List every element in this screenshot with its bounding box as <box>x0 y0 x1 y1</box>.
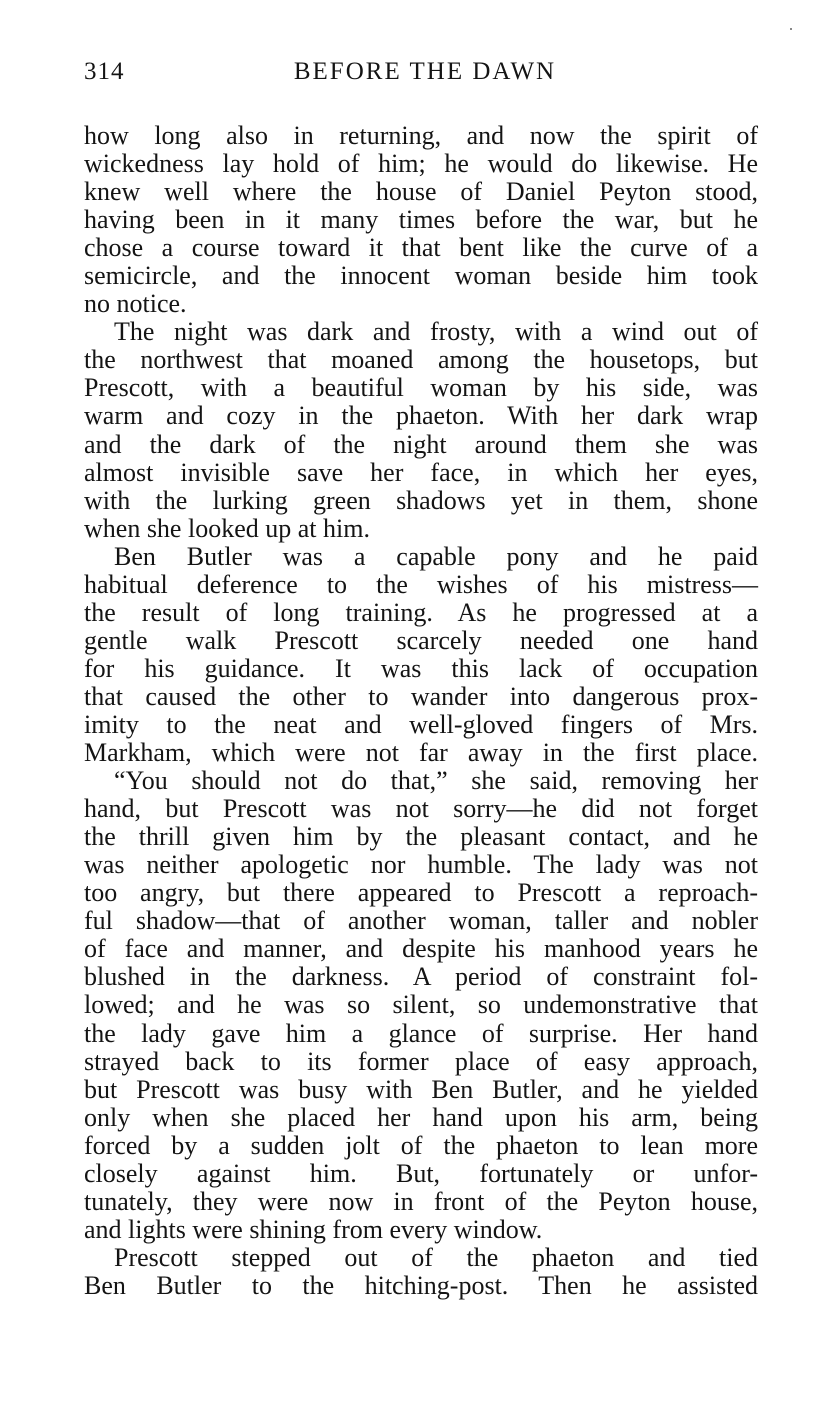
paragraph-start-line: Ben Butler was a capable pony and he paid <box>114 541 758 571</box>
text-line: and the dark of the night around them she was <box>84 429 758 459</box>
text-line: almost invisible save her face, in which her eyes, <box>84 457 758 487</box>
text-line: that caused the other to wander into dangerous prox- <box>84 681 758 711</box>
text-line: semicircle, and the innocent woman beside him took <box>84 261 758 291</box>
text-line: knew well where the house of Daniel Peyton stood, <box>84 177 758 207</box>
text-line: tunately, they were now in front of the Peyton house, <box>84 1186 758 1216</box>
text-line: chose a course toward it that bent like the curve of a <box>84 233 758 263</box>
text-line: too angry, but there appeared to Prescott a reproach- <box>84 878 758 908</box>
text-line: no notice. <box>84 289 187 319</box>
text-line: the lady gave him a glance of surprise. Her hand <box>84 1018 758 1048</box>
text-line: gentle walk Prescott scarcely needed one hand <box>84 625 758 655</box>
margin-mark <box>790 28 792 30</box>
text-line: with the lurking green shadows yet in them, shone <box>84 485 758 515</box>
text-line: for his guidance. It was this lack of occupation <box>84 653 758 683</box>
text-line: but Prescott was busy with Ben Butler, and he yielded <box>84 1074 758 1104</box>
text-line: forced by a sudden jolt of the phaeton to lean more <box>84 1130 758 1160</box>
text-line: only when she placed her hand upon his arm, being <box>84 1102 758 1132</box>
text-line: blushed in the darkness. A period of constraint fol- <box>84 962 758 992</box>
text-line: imity to the neat and well-gloved fingers of Mrs. <box>84 709 758 739</box>
text-line: Ben Butler to the hitching-post. Then he assisted <box>84 1270 758 1300</box>
paragraph-start-line: Prescott stepped out of the phaeton and tied <box>114 1242 758 1272</box>
text-line: ful shadow—that of another woman, taller and nobler <box>84 906 758 936</box>
text-line: strayed back to its former place of easy approach, <box>84 1046 758 1076</box>
page-header <box>84 58 758 92</box>
page-number: 314 <box>84 58 125 85</box>
text-line: how long also in returning, and now the spirit of <box>84 121 758 150</box>
text-line: the northwest that moaned among the housetops, but <box>84 345 758 375</box>
body-text <box>84 122 758 1300</box>
text-line: the result of long training. As he progressed at a <box>84 597 758 627</box>
text-line: having been in it many times before the war, but he <box>84 205 758 235</box>
text-line: the thrill given him by the pleasant contact, and he <box>84 822 758 852</box>
text-line: wickedness lay hold of him; he would do likewise. He <box>84 149 758 179</box>
text-line: habitual deference to the wishes of his mistress— <box>84 569 758 599</box>
running-title: BEFORE THE DAWN <box>293 58 557 85</box>
text-line: closely against him. But, fortunately or unfor- <box>84 1158 758 1188</box>
paragraph-start-line: “You should not do that,” she said, removing her <box>114 766 758 796</box>
text-line: Prescott, with a beautiful woman by his side, was <box>84 373 758 403</box>
text-line: warm and cozy in the phaeton. With her dark wrap <box>84 401 758 431</box>
text-line: lowed; and he was so silent, so undemonstrative that <box>84 990 758 1020</box>
text-line: was neither apologetic nor humble. The lady was not <box>84 850 758 880</box>
text-line: Markham, which were not far away in the first place. <box>84 738 758 768</box>
text-line: of face and manner, and despite his manhood years he <box>84 934 758 964</box>
text-line: when she looked up at him. <box>84 513 370 543</box>
paragraph-start-line: The night was dark and frosty, with a wind out of <box>114 317 758 347</box>
text-line: hand, but Prescott was not sorry—he did not forget <box>84 794 758 824</box>
text-line: and lights were shining from every window. <box>84 1214 543 1244</box>
